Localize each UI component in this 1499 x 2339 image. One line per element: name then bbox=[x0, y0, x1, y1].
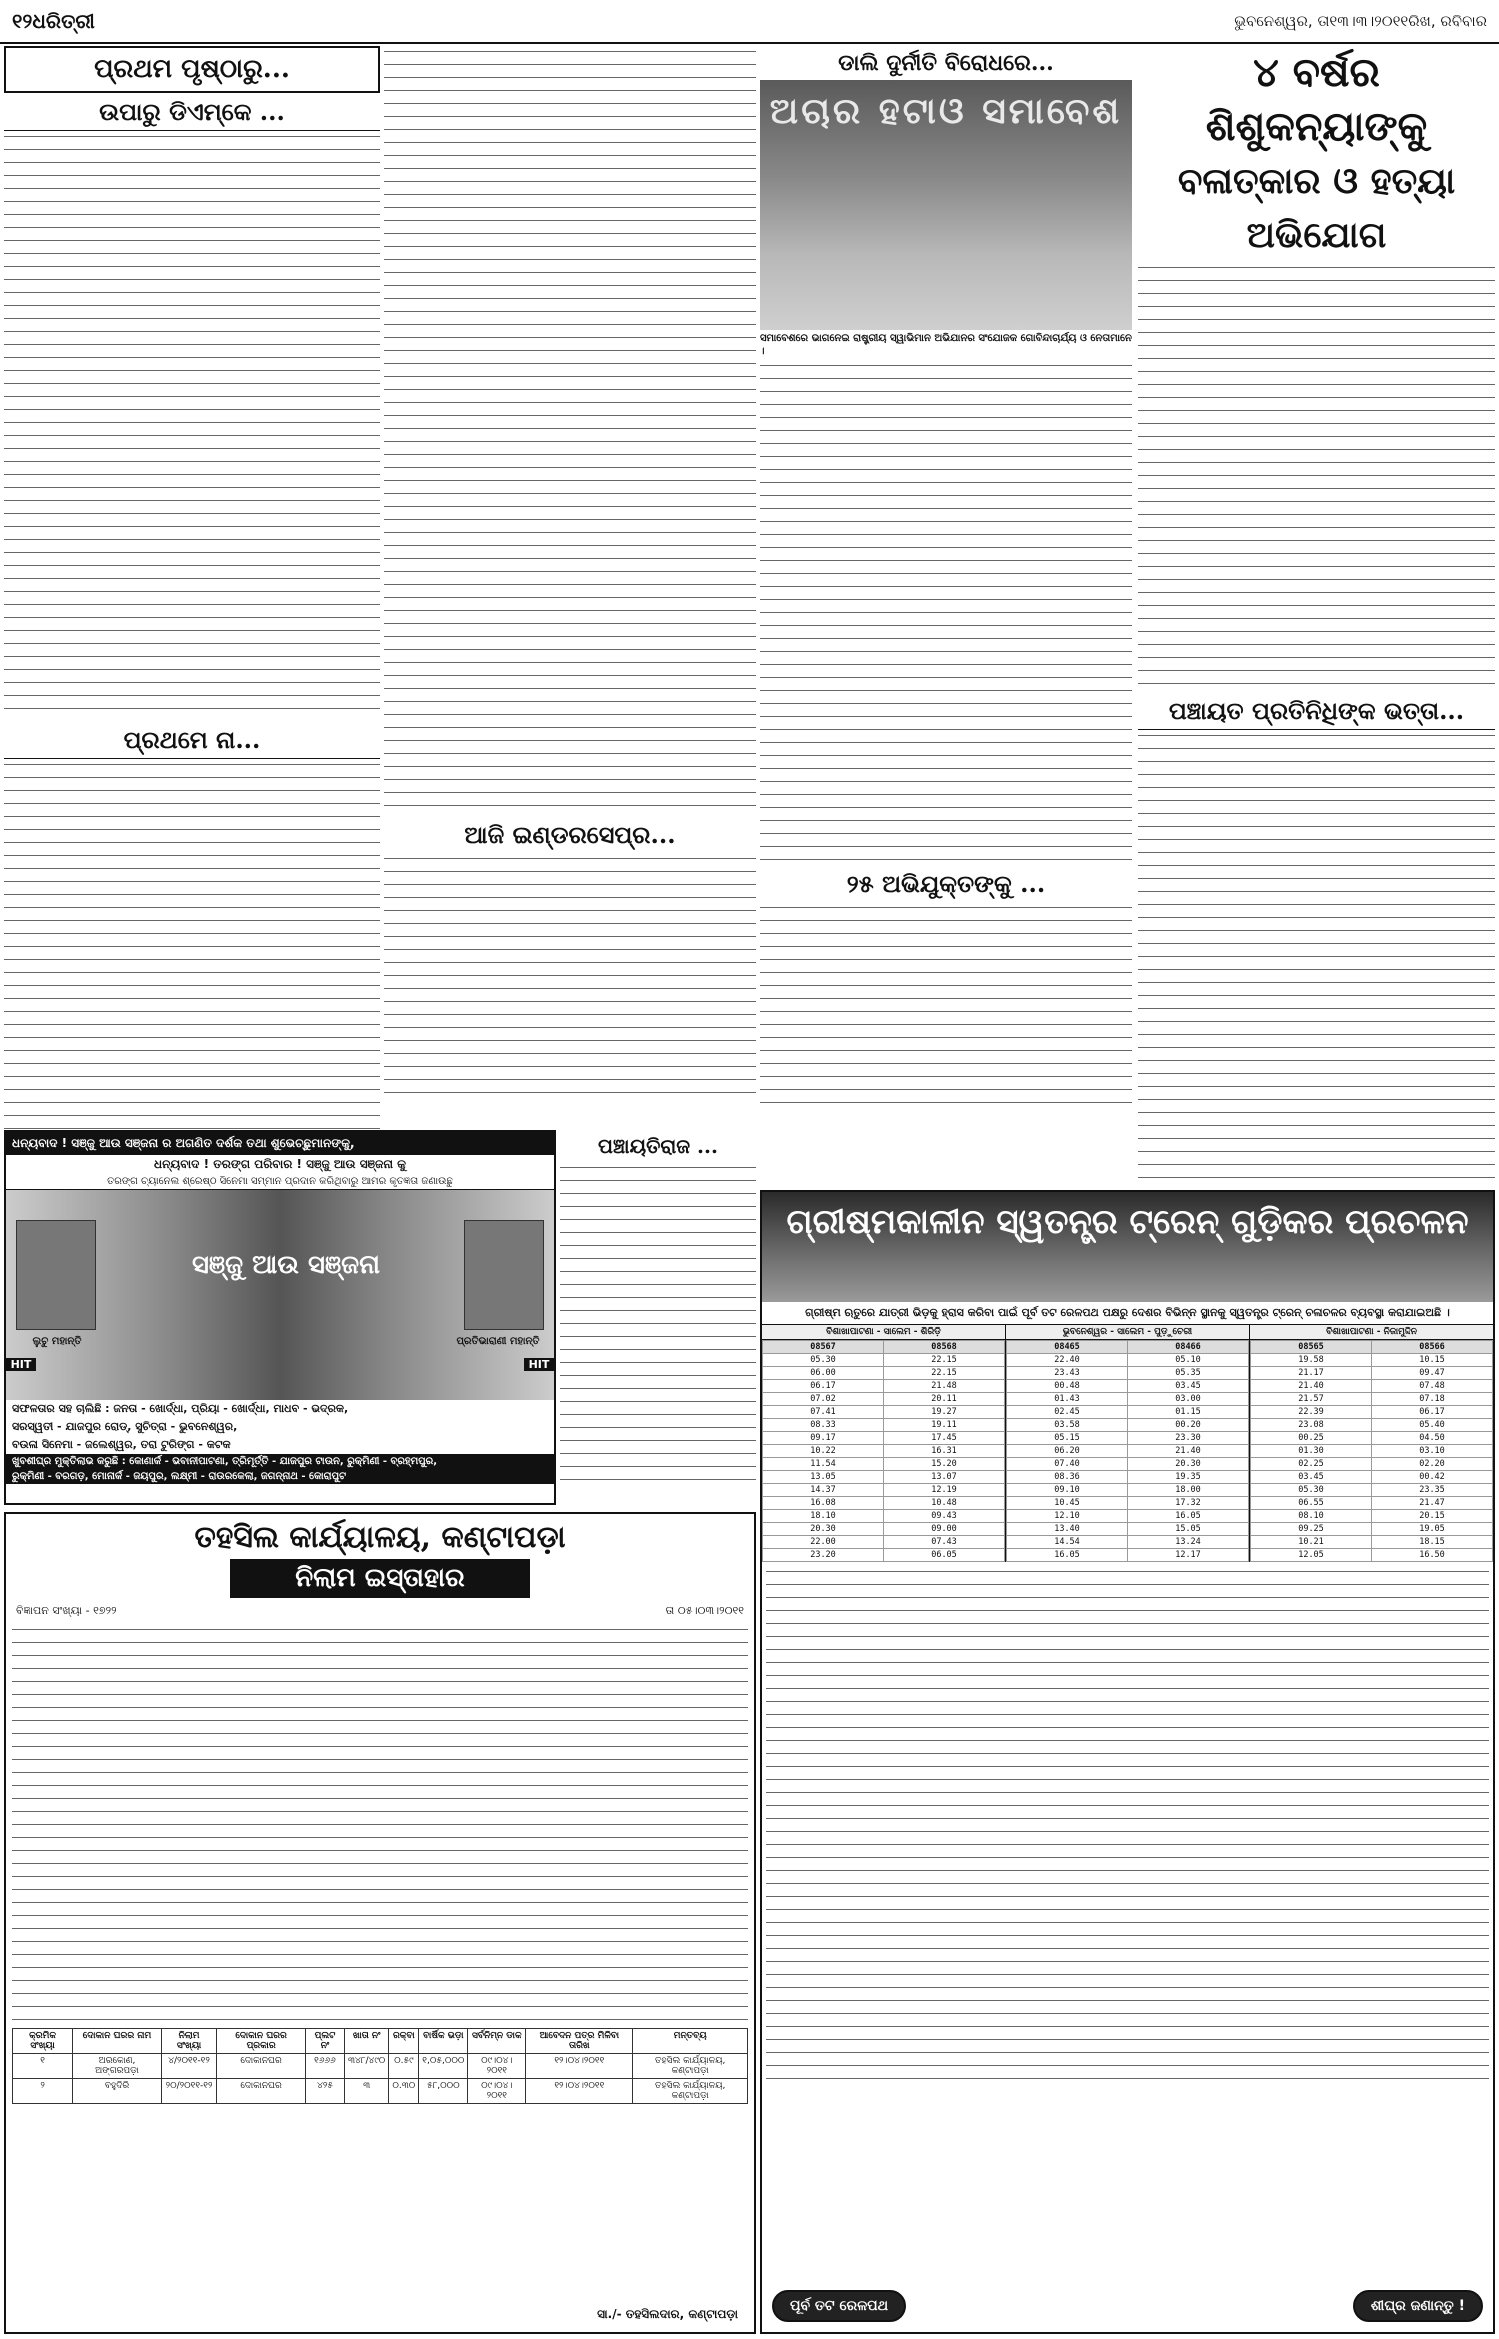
time-cell: 13.24 bbox=[1128, 1536, 1249, 1549]
time-cell: 10.48 bbox=[884, 1497, 1005, 1510]
time-cell: 04.50 bbox=[1372, 1432, 1493, 1445]
timetable-row bbox=[1251, 1471, 1493, 1484]
timetable-row bbox=[1251, 1497, 1493, 1510]
table-cell: ୨୦/୨୦୧୧-୧୨ bbox=[161, 2079, 216, 2104]
timetable-row bbox=[1007, 1497, 1249, 1510]
table-cell: ୫୮,୦୦୦ bbox=[419, 2079, 468, 2104]
table-cell: ୪/୨୦୧୧-୧୨ bbox=[161, 2054, 216, 2079]
page-header bbox=[0, 0, 1499, 44]
theatre-list: ବଉଳା ସିନେମା - ଜଲେଶ୍ୱର, ତରା ଟୁରିଙ୍ଗ - କଟକ bbox=[12, 1438, 231, 1451]
time-cell: 16.50 bbox=[1372, 1549, 1493, 1562]
notice-office: ତହସିଲ କାର୍ଯ୍ୟାଳୟ, କଣ୍ଟାପଡ଼ା bbox=[194, 1520, 566, 1555]
time-cell: 23.35 bbox=[1372, 1484, 1493, 1497]
timetable-title: ଭୁବନେଶ୍ୱର - ସାଲେମ - ପୁଡ଼ୁଚେରୀ bbox=[1006, 1325, 1249, 1340]
panchayat-story bbox=[560, 1130, 756, 1505]
time-cell: 22.15 bbox=[884, 1367, 1005, 1380]
time-cell: 13.05 bbox=[763, 1471, 884, 1484]
time-cell: 00.20 bbox=[1128, 1419, 1249, 1432]
time-cell: 20.30 bbox=[1128, 1458, 1249, 1471]
time-cell: 07.18 bbox=[1372, 1393, 1493, 1406]
timetable-row bbox=[1251, 1406, 1493, 1419]
timetable-row bbox=[1007, 1419, 1249, 1432]
timetable-row bbox=[763, 1354, 1005, 1367]
timetable-row bbox=[763, 1367, 1005, 1380]
story-body bbox=[4, 131, 380, 721]
time-cell: 07.43 bbox=[884, 1536, 1005, 1549]
time-cell: 13.07 bbox=[884, 1471, 1005, 1484]
timetable-row bbox=[1007, 1458, 1249, 1471]
theatre-list: ରୁକ୍ମିଣୀ - ବରଗଡ଼, ମୋନାର୍କ - ଜୟପୁର, ଲକ୍ଷ୍ମୀ - ରାଉରକେଲା, ଜଗନ୍ନାଥ - କୋରାପୁଟ bbox=[6, 1469, 554, 1484]
timetable-row bbox=[763, 1432, 1005, 1445]
time-cell: 00.48 bbox=[1007, 1380, 1128, 1393]
time-cell: 08.10 bbox=[1251, 1510, 1372, 1523]
time-cell: 16.05 bbox=[1128, 1510, 1249, 1523]
theatre-list: ସରସ୍ୱତୀ - ଯାଜପୁର ରୋଡ୍, ସୁଚିତ୍ରା - ଭୁବନେଶ୍ୱର, bbox=[12, 1420, 238, 1433]
column-2 bbox=[384, 46, 756, 1121]
time-cell: 05.15 bbox=[1007, 1432, 1128, 1445]
table-cell: ୦.୩୦ bbox=[389, 2079, 419, 2104]
film-title: ସଞ୍ଜୁ ଆଉ ସଞ୍ଜନା bbox=[191, 1250, 381, 1280]
time-cell: 16.05 bbox=[1007, 1549, 1128, 1562]
table-row bbox=[13, 2079, 748, 2104]
time-cell: 21.40 bbox=[1251, 1380, 1372, 1393]
time-cell: 07.41 bbox=[763, 1406, 884, 1419]
ad-thanks-line: ଧନ୍ୟବାଦ ! ସଞ୍ଜୁ ଆଉ ସଞ୍ଜନା ର ଅଗଣିତ ଦର୍ଶକ ତଥା ଶୁଭେଚ୍ଛୁମାନଙ୍କୁ, bbox=[6, 1132, 554, 1155]
notice-body bbox=[12, 1624, 748, 2024]
timetable-row bbox=[1251, 1432, 1493, 1445]
time-cell: 17.32 bbox=[1128, 1497, 1249, 1510]
time-cell: 05.10 bbox=[1128, 1354, 1249, 1367]
timetable-row bbox=[1007, 1367, 1249, 1380]
notice-signature: ସା./- ତହସିଲଦାର, କଣ୍ଟାପଡ଼ା bbox=[597, 2307, 738, 2321]
timetable-row bbox=[1251, 1536, 1493, 1549]
time-cell: 06.20 bbox=[1007, 1445, 1128, 1458]
time-cell: 19.35 bbox=[1128, 1471, 1249, 1484]
story-body bbox=[384, 46, 756, 816]
time-cell: 18.15 bbox=[1372, 1536, 1493, 1549]
column-3-4 bbox=[760, 46, 1495, 1186]
time-cell: 13.40 bbox=[1007, 1523, 1128, 1536]
lead-headline-1: ୪ ବର୍ଷର ଶିଶୁକନ୍ୟାଙ୍କୁ bbox=[1205, 49, 1428, 150]
time-cell: 16.31 bbox=[884, 1445, 1005, 1458]
auction-table bbox=[12, 2028, 748, 2104]
story-headline: ଉପାରୁ ଡିଏମ୍‌କେ ... bbox=[4, 93, 380, 131]
story-body bbox=[1138, 262, 1495, 692]
page-number: ୧୨ଧରିତ୍ରୀ bbox=[12, 9, 95, 33]
time-cell: 22.40 bbox=[1007, 1354, 1128, 1367]
time-cell: 02.45 bbox=[1007, 1406, 1128, 1419]
time-cell: 10.21 bbox=[1251, 1536, 1372, 1549]
timetable-row bbox=[763, 1497, 1005, 1510]
time-cell: 11.54 bbox=[763, 1458, 884, 1471]
table-header: ବାର୍ଷିକ ଭଡ଼ା bbox=[419, 2029, 468, 2054]
table-header: ରକ୍ବା bbox=[389, 2029, 419, 2054]
time-cell: 06.00 bbox=[763, 1367, 884, 1380]
story-headline: ୨୫ ଅଭିଯୁକ୍ତଙ୍କୁ ... bbox=[846, 869, 1046, 898]
timetable-row bbox=[763, 1458, 1005, 1471]
time-cell: 06.17 bbox=[763, 1380, 884, 1393]
timetable-row bbox=[1251, 1419, 1493, 1432]
time-cell: 21.17 bbox=[1251, 1367, 1372, 1380]
time-cell: 00.42 bbox=[1372, 1471, 1493, 1484]
person-photo-left bbox=[16, 1220, 96, 1330]
time-cell: 09.47 bbox=[1372, 1367, 1493, 1380]
time-cell: 01.15 bbox=[1128, 1406, 1249, 1419]
timetable-row bbox=[1007, 1471, 1249, 1484]
table-cell: ୦୯।୦୪।୨୦୧୧ bbox=[468, 2079, 526, 2104]
time-cell: 03.10 bbox=[1372, 1445, 1493, 1458]
photo-banner: ଅଚାର ହଟାଓ ସମାବେଶ bbox=[769, 90, 1123, 132]
time-cell: 21.57 bbox=[1251, 1393, 1372, 1406]
time-cell: 12.05 bbox=[1251, 1549, 1372, 1562]
time-cell: 08.33 bbox=[763, 1419, 884, 1432]
train-advertisement bbox=[760, 1190, 1495, 2334]
timetable-row bbox=[1007, 1523, 1249, 1536]
table-header: ଦୋକାନ ଘରର ନାମ bbox=[73, 2029, 162, 2054]
time-cell: 14.37 bbox=[763, 1484, 884, 1497]
timetable-row bbox=[1007, 1445, 1249, 1458]
time-cell: 14.54 bbox=[1007, 1536, 1128, 1549]
notice-ref-date: ତା ୦୫।୦୩।୨୦୧୧ bbox=[665, 1604, 744, 1617]
photo-headline: ଡାଲି ଦୁର୍ନୀତି ବିରୋଧରେ... bbox=[838, 50, 1054, 76]
time-cell: 00.25 bbox=[1251, 1432, 1372, 1445]
time-cell: 19.58 bbox=[1251, 1354, 1372, 1367]
table-cell: ଦୋକାନଘର bbox=[217, 2079, 306, 2104]
table-cell: ୧୨।୦୪।୨୦୧୧ bbox=[526, 2054, 633, 2079]
story-headline: ପ୍ରଥମେ ନା... bbox=[4, 721, 380, 759]
time-cell: 12.19 bbox=[884, 1484, 1005, 1497]
table-cell: ୦୯।୦୪।୨୦୧୧ bbox=[468, 2054, 526, 2079]
story-body bbox=[560, 1162, 756, 1492]
train-subhead: ଗ୍ରୀଷ୍ମ ଋତୁରେ ଯାତ୍ରୀ ଭିଡ଼କୁ ହ୍ରାସ କରିବା ପାଇଁ ପୂର୍ବ ତଟ ରେଳପଥ ପକ୍ଷରୁ ଦେଶର ବିଭିନ୍ନ ସ୍ଥାନକୁ ସ୍ୱତନ୍ତ୍ର ଟ୍ରେନ୍ ଚଳାଚଳର ବ୍ୟବସ୍ଥା କରାଯାଇଅଛି । bbox=[762, 1302, 1493, 1325]
timetable-row bbox=[763, 1523, 1005, 1536]
time-cell: 05.30 bbox=[763, 1354, 884, 1367]
timetable-row bbox=[1251, 1445, 1493, 1458]
photo-caption: ସମାବେଶରେ ଭାଗନେଇ ରାଷ୍ଟ୍ରୀୟ ସ୍ୱାଭିମାନ ଅଭିଯାନର ସଂଯୋଜକ ଗୋବିନ୍ଦାଚାର୍ଯ୍ୟ ଓ ନେତାମାନେ । bbox=[760, 333, 1132, 357]
table-cell: ୧ bbox=[13, 2054, 73, 2079]
timetable bbox=[1250, 1325, 1493, 1562]
table-cell: ୨ bbox=[13, 2079, 73, 2104]
story-body bbox=[760, 360, 1132, 865]
time-cell: 12.10 bbox=[1007, 1510, 1128, 1523]
time-cell: 09.10 bbox=[1007, 1484, 1128, 1497]
timetable-row bbox=[763, 1380, 1005, 1393]
lead-headline-2: ବଳାତ୍କାର ଓ ହତ୍ୟା ଅଭିଯୋଗ bbox=[1177, 160, 1456, 256]
time-cell: 20.15 bbox=[1372, 1510, 1493, 1523]
time-cell: 06.05 bbox=[884, 1549, 1005, 1562]
time-cell: 15.05 bbox=[1128, 1523, 1249, 1536]
table-cell: ୩ bbox=[344, 2079, 388, 2104]
timetable-row bbox=[1007, 1484, 1249, 1497]
timetable-row bbox=[1251, 1510, 1493, 1523]
table-cell: ବହୁଦିରି bbox=[73, 2079, 162, 2104]
time-cell: 09.17 bbox=[763, 1432, 884, 1445]
story-headline: ପଞ୍ଚାୟତିରାଜ ... bbox=[598, 1134, 718, 1158]
ad-thanks-line: ଧନ୍ୟବାଦ ! ତରଙ୍ଗ ପରିବାର ! ସଞ୍ଜୁ ଆଉ ସଞ୍ଜନା କୁ bbox=[153, 1157, 407, 1171]
timetable-row bbox=[1007, 1406, 1249, 1419]
time-cell: 18.00 bbox=[1128, 1484, 1249, 1497]
time-cell: 22.15 bbox=[884, 1354, 1005, 1367]
time-cell: 16.08 bbox=[763, 1497, 884, 1510]
ad-artwork bbox=[6, 1190, 554, 1400]
railway-logo: ପୂର୍ବ ତଟ ରେଳପଥ bbox=[772, 2290, 906, 2322]
more-timetables bbox=[766, 1566, 1489, 2086]
train-number: 08565 bbox=[1251, 1341, 1372, 1354]
timetable-row bbox=[1251, 1458, 1493, 1471]
timetable-row bbox=[1251, 1354, 1493, 1367]
table-cell: ୧୬୬୬ bbox=[306, 2054, 345, 2079]
timetable-row bbox=[1007, 1510, 1249, 1523]
time-cell: 19.11 bbox=[884, 1419, 1005, 1432]
time-cell: 01.30 bbox=[1251, 1445, 1372, 1458]
story-headline: ଆଜି ଇଣ୍ଡରସେପ୍‌ର... bbox=[464, 820, 676, 849]
time-cell: 06.17 bbox=[1372, 1406, 1493, 1419]
story-body bbox=[1138, 730, 1495, 1186]
time-cell: 05.30 bbox=[1251, 1484, 1372, 1497]
time-cell: 06.55 bbox=[1251, 1497, 1372, 1510]
time-cell: 21.47 bbox=[1372, 1497, 1493, 1510]
table-cell: ୧,୦୫,୦୦୦ bbox=[419, 2054, 468, 2079]
table-cell: ୪୨୫ bbox=[306, 2079, 345, 2104]
train-headline: ଗ୍ରୀଷ୍ମକାଳୀନ ସ୍ୱତନ୍ତ୍ର ଟ୍ରେନ୍ ଗୁଡ଼ିକର ପ୍ରଚଳନ bbox=[762, 1192, 1493, 1302]
table-cell: ୧୨।୦୪।୨୦୧୧ bbox=[526, 2079, 633, 2104]
theatre-list: ଖୁବଶୀଘ୍ର ମୁକ୍ତିଲାଭ କରୁଛି : କୋଣାର୍କ - ଭବାନୀପାଟଣା, ତ୍ରିମୂର୍ତ୍ତି - ଯାଜପୁର ଟାଉନ, ରୁକ୍ମିଣୀ - ବ୍ରହ୍ମପୁର, bbox=[6, 1454, 554, 1469]
timetable-row bbox=[763, 1471, 1005, 1484]
time-cell: 09.43 bbox=[884, 1510, 1005, 1523]
time-cell: 07.48 bbox=[1372, 1380, 1493, 1393]
person-name-left: ଲୁଚୁ ମହାନ୍ତି bbox=[32, 1336, 82, 1347]
train-number: 08465 bbox=[1007, 1341, 1128, 1354]
railway-slogan: ଶୀଘ୍ର ଜଣାନ୍ତୁ ! bbox=[1353, 2290, 1483, 2322]
timetable-row bbox=[1007, 1536, 1249, 1549]
rally-photo bbox=[760, 80, 1132, 330]
dateline: ଭୁବନେଶ୍ୱର, ତା୧୩।୩।୨୦୧୧ରିଖ, ରବିବାର bbox=[1234, 12, 1487, 30]
time-cell: 19.27 bbox=[884, 1406, 1005, 1419]
story-body bbox=[760, 902, 1132, 1112]
time-cell: 23.20 bbox=[763, 1549, 884, 1562]
timetable-row bbox=[1251, 1484, 1493, 1497]
time-cell: 17.45 bbox=[884, 1432, 1005, 1445]
timetable-row bbox=[763, 1393, 1005, 1406]
time-cell: 10.45 bbox=[1007, 1497, 1128, 1510]
train-number: 08566 bbox=[1372, 1341, 1493, 1354]
time-cell: 12.17 bbox=[1128, 1549, 1249, 1562]
time-cell: 21.48 bbox=[884, 1380, 1005, 1393]
hit-label: HIT bbox=[6, 1358, 36, 1371]
ad-award-line: ତରଙ୍ଗ ଚ୍ୟାନେଲ ଶ୍ରେଷ୍ଠ ସିନେମା ସମ୍ମାନ ପ୍ରଦାନ କରିଥିବାରୁ ଆମର କୃତଜ୍ଞତା ଜଣାଉଛୁ bbox=[6, 1174, 554, 1190]
time-cell: 08.36 bbox=[1007, 1471, 1128, 1484]
table-header: ସର୍ବନିମ୍ନ ଡାକ bbox=[468, 2029, 526, 2054]
notice-title: ନିଲାମ ଇସ୍ତାହାର bbox=[230, 1559, 530, 1598]
story-body bbox=[384, 853, 756, 1103]
time-cell: 15.20 bbox=[884, 1458, 1005, 1471]
time-cell: 20.11 bbox=[884, 1393, 1005, 1406]
timetable-title: ବିଶାଖାପାଟଣା - ସାଲେମ - ଶିରିଡ଼ି bbox=[762, 1325, 1005, 1340]
timetable-row bbox=[1251, 1393, 1493, 1406]
train-number: 08567 bbox=[763, 1341, 884, 1354]
time-cell: 07.02 bbox=[763, 1393, 884, 1406]
person-photo-right bbox=[464, 1220, 544, 1330]
timetable-row bbox=[763, 1484, 1005, 1497]
timetable-row bbox=[1007, 1549, 1249, 1562]
time-cell: 20.30 bbox=[763, 1523, 884, 1536]
timetable-title: ବିଶାଖାପାଟଣା - ନିଜାମୁଦ୍ଦିନ bbox=[1250, 1325, 1493, 1340]
table-header: ମନ୍ତବ୍ୟ bbox=[633, 2029, 748, 2054]
time-cell: 03.45 bbox=[1251, 1471, 1372, 1484]
time-cell: 22.39 bbox=[1251, 1406, 1372, 1419]
time-cell: 03.00 bbox=[1128, 1393, 1249, 1406]
auction-notice bbox=[4, 1512, 756, 2334]
story-headline: ପଞ୍ଚାୟତ ପ୍ରତିନିଧିଙ୍କ ଭତ୍ତା... bbox=[1138, 692, 1495, 730]
time-cell: 09.25 bbox=[1251, 1523, 1372, 1536]
lead-story bbox=[1138, 46, 1495, 1186]
timetable-row bbox=[1251, 1367, 1493, 1380]
hit-label: HIT bbox=[524, 1358, 554, 1371]
time-cell: 03.45 bbox=[1128, 1380, 1249, 1393]
table-header: କ୍ରମିକ ସଂଖ୍ୟା bbox=[13, 2029, 73, 2054]
timetable-row bbox=[763, 1406, 1005, 1419]
time-cell: 05.40 bbox=[1372, 1419, 1493, 1432]
timetable-row bbox=[763, 1419, 1005, 1432]
time-cell: 22.00 bbox=[763, 1536, 884, 1549]
timetable bbox=[1006, 1325, 1250, 1562]
time-cell: 10.22 bbox=[763, 1445, 884, 1458]
timetable-row bbox=[1251, 1523, 1493, 1536]
table-header: ଆବେଦନ ପତ୍ର ମିଳିବା ତାରିଖ bbox=[526, 2029, 633, 2054]
timetable-row bbox=[763, 1549, 1005, 1562]
time-cell: 21.40 bbox=[1128, 1445, 1249, 1458]
timetable-row bbox=[763, 1445, 1005, 1458]
timetable-row bbox=[763, 1536, 1005, 1549]
timetable-row bbox=[1007, 1432, 1249, 1445]
table-cell: ୦.୫୯ bbox=[389, 2054, 419, 2079]
table-header: ପ୍ଲଟ ନଂ bbox=[306, 2029, 345, 2054]
timetable-row bbox=[1007, 1380, 1249, 1393]
table-header: ଖାତା ନଂ bbox=[344, 2029, 388, 2054]
table-cell: ତହସିଲ କାର୍ଯ୍ୟାଳୟ, କଣ୍ଟାପଡ଼ା bbox=[633, 2054, 748, 2079]
time-cell: 07.40 bbox=[1007, 1458, 1128, 1471]
timetable bbox=[762, 1325, 1006, 1562]
notice-ref-no: ବିଜ୍ଞାପନ ସଂଖ୍ୟା - ୧୭୨୨ bbox=[16, 1604, 117, 1617]
table-row bbox=[13, 2054, 748, 2079]
time-cell: 01.43 bbox=[1007, 1393, 1128, 1406]
section-title: ପ୍ରଥମ ପୃଷ୍ଠାରୁ... bbox=[4, 46, 380, 93]
table-cell: ତହସିଲ କାର୍ଯ୍ୟାଳୟ, କଣ୍ଟାପଡ଼ା bbox=[633, 2079, 748, 2104]
time-cell: 23.08 bbox=[1251, 1419, 1372, 1432]
train-timetables bbox=[762, 1325, 1493, 1562]
time-cell: 02.20 bbox=[1372, 1458, 1493, 1471]
train-number: 08568 bbox=[884, 1341, 1005, 1354]
story-body bbox=[4, 759, 380, 1139]
table-cell: ଅରକୋଣ, ଅଙ୍ଗରପଡ଼ା bbox=[73, 2054, 162, 2079]
timetable-row bbox=[1007, 1393, 1249, 1406]
table-cell: ୩୪୮/୪୯୦ bbox=[344, 2054, 388, 2079]
theatre-list: ସଫଳତାର ସହ ଚାଲିଛି : ଜନତା - ଖୋର୍ଦ୍ଧା, ପ୍ରିୟା - ଖୋର୍ଦ୍ଧା, ମାଧବ - ଭଦ୍ରକ, bbox=[12, 1402, 349, 1415]
cinema-advertisement bbox=[4, 1130, 556, 1505]
time-cell: 05.35 bbox=[1128, 1367, 1249, 1380]
timetable-row bbox=[1007, 1354, 1249, 1367]
table-header: ଦୋକାନ ଘରର ପ୍ରକାର bbox=[217, 2029, 306, 2054]
time-cell: 10.15 bbox=[1372, 1354, 1493, 1367]
time-cell: 23.30 bbox=[1128, 1432, 1249, 1445]
table-cell: ଦୋକାନଘର bbox=[217, 2054, 306, 2079]
timetable-row bbox=[1251, 1549, 1493, 1562]
photo-story bbox=[760, 46, 1132, 1186]
time-cell: 03.58 bbox=[1007, 1419, 1128, 1432]
column-1 bbox=[4, 46, 380, 1139]
time-cell: 23.43 bbox=[1007, 1367, 1128, 1380]
train-number: 08466 bbox=[1128, 1341, 1249, 1354]
timetable-row bbox=[763, 1510, 1005, 1523]
time-cell: 19.05 bbox=[1372, 1523, 1493, 1536]
timetable-row bbox=[1251, 1380, 1493, 1393]
person-name-right: ପ୍ରତିଭାରାଣୀ ମହାନ୍ତି bbox=[456, 1336, 540, 1347]
time-cell: 09.00 bbox=[884, 1523, 1005, 1536]
time-cell: 02.25 bbox=[1251, 1458, 1372, 1471]
table-header: ନିଲାମ ସଂଖ୍ୟା bbox=[161, 2029, 216, 2054]
time-cell: 18.10 bbox=[763, 1510, 884, 1523]
